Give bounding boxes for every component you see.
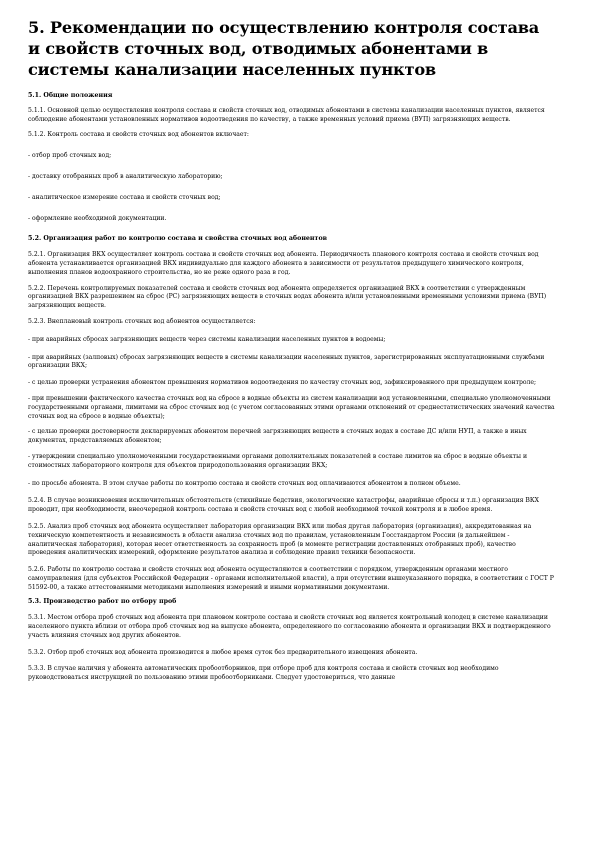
paragraph: 5.3.3. В случае наличия у абонента автоматических пробоотборников, при отборе проб для контроля состава и свойств сточных вод необходимо руководствоваться инструкцией по пользованию этими пробоотборниками. Следует удостовериться, что данные xyxy=(28,665,499,682)
paragraph: 5.2.3. Внеплановый контроль сточных вод абонентов осуществляется: xyxy=(28,317,256,325)
list-item: - аналитическое измерение состава и свойств сточных вод; xyxy=(28,193,221,201)
section-heading: 5.3. Производство работ по отбору проб xyxy=(28,598,177,606)
paragraph: 5.1.1. Основной целью осуществления контроля состава и свойств сточных вод, отводимых абонентами в системы канализации населенных пунктов, является соблюдение абонентами установленных нормативов водоотведения по качеству, а также временных условий приема (ВУП) загрязняющих веществ. xyxy=(28,106,545,123)
list-item: - с целью проверки устранения абонентом превышения нормативов водоотведения по качеству сточных вод, зафиксированного при предыдущем контроле; xyxy=(28,379,537,387)
section-heading: 5.1. Общие положения xyxy=(28,92,113,99)
list-item: - при превышении фактического качества сточных вод на сбросе в водные объекты из систем канализации вод установленными, специально уполномоченными государственными органами, лимитами на сброс сточных вод (с учетом согласованных этими органами отклонений от среднестатистических значений качества сточных вод на сбросе в водные объекты); xyxy=(28,394,555,420)
paragraph: 5.3.1. Местом отбора проб сточных вод абонента при плановом контроле состава и свойств сточных вод является контрольный колодец в системе канализации населенного пункта вблизи от отбора проб сточных вод на выпуске абонента, определенного по согласованию абонента и организации ВКХ и подтвержденного участь влияния сточных вод других абонентов. xyxy=(28,614,551,639)
paragraph: 5.2.6. Работы по контролю состава и свойств сточных вод абонента осуществляются в соответствии с порядком, утвержденным органами местного самоуправления (для субъектов Российской Федерации - органами исполнительной власти), а при отсутствии вышеуказанного порядка, в соответствии с ГОСТ Р 51592-00, а также аттестованными методиками выполнения измерений и иными нормативными документами. xyxy=(28,566,554,591)
list-item: - отбор проб сточных вод; xyxy=(28,152,112,160)
paragraph: 5.2.2. Перечень контролируемых показателей состава и свойств сточных вод абонента определяется организацией ВКХ в соответствии с утвержденным организацией ВКХ разрешением на сброс (РС) загрязняющих веществ в сточных водах абонента и/или установленными временными условиями приема (ВУП) загрязняющих веществ. xyxy=(28,284,547,310)
paragraph: 5.2.4. В случае возникновения исключительных обстоятельств (стихийные бедствия, экологические катастрофы, аварийные сбросы и т.п.) организация ВКХ проводит, при необходимости, внеочередной контроль состава и свойств сточных вод с любой необходимой точкой контроля и в любое время. xyxy=(28,497,539,514)
document-title: 5. Рекомендации по осуществлению контроля состава и свойств сточных вод, отводимых абонентами в системы канализации населенных пунктов xyxy=(28,18,540,79)
list-item: - оформление необходимой документации. xyxy=(28,214,167,222)
paragraph: 5.2.1. Организация ВКХ осуществляет контроль состава и свойств сточных вод абонента. Периодичность планового контроля состава и свойств сточных вод абонента устанавливается организацией ВКХ индивидуально для каждого абонента в зависимости от результатов предыдущего химического контроля, выполнения планов водоохранного строительства, но не реже одного раза в год. xyxy=(28,251,539,276)
list-item: - при аварийных сбросах загрязняющих веществ через системы канализации населенных пунктов в водоемы; xyxy=(28,335,386,343)
list-item: - доставку отобранных проб в аналитическую лабораторию; xyxy=(28,172,223,180)
section-heading: 5.2. Организация работ по контролю состава и свойства сточных вод абонентов xyxy=(28,235,328,243)
paragraph: 5.2.5. Анализ проб сточных вод абонента осуществляет лаборатория организации ВКХ или любая другая лаборатория (организация), аккредитованная на техническую компетентность и независимость в области анализа сточных вод по правилам, установленным Госстандартом России (в дальнейшем - аналитическая лаборатория), которая несет ответственность за сохранность проб (в моменте регистрации доставленных отобранных проб), качество проведения аналитических измерений, оформление результатов анализа и соблюдение правил техники безопасности. xyxy=(28,522,532,557)
list-item: - с целью проверки достоверности декларируемых абонентом перечней загрязняющих веществ в сточных водах в составе ДС и/или НУП, а также в иных документах, представляемых абонентом; xyxy=(28,428,527,445)
list-item: - при аварийных (залповых) сбросах загрязняющих веществ в системы канализации населенных пунктов, зарегистрированных эксплуатационными службами организации ВКХ; xyxy=(28,353,545,370)
paragraph: 5.1.2. Контроль состава и свойств сточных вод абонентов включает: xyxy=(28,131,249,139)
paragraph: 5.3.2. Отбор проб сточных вод абонента производится в любое время суток без предварительного извещения абонента. xyxy=(28,648,418,656)
list-item: - по просьбе абонента. В этом случае работы по контролю состава и свойств сточных вод оплачиваются абонентом в полном объеме. xyxy=(28,479,461,487)
list-item: - утверждении специально уполномоченными государственными органами дополнительных показателей в составе лимитов на сброс в водные объекты и стоимостных лабораторного контроля для объектов природопользования организации ВКХ; xyxy=(28,452,528,469)
